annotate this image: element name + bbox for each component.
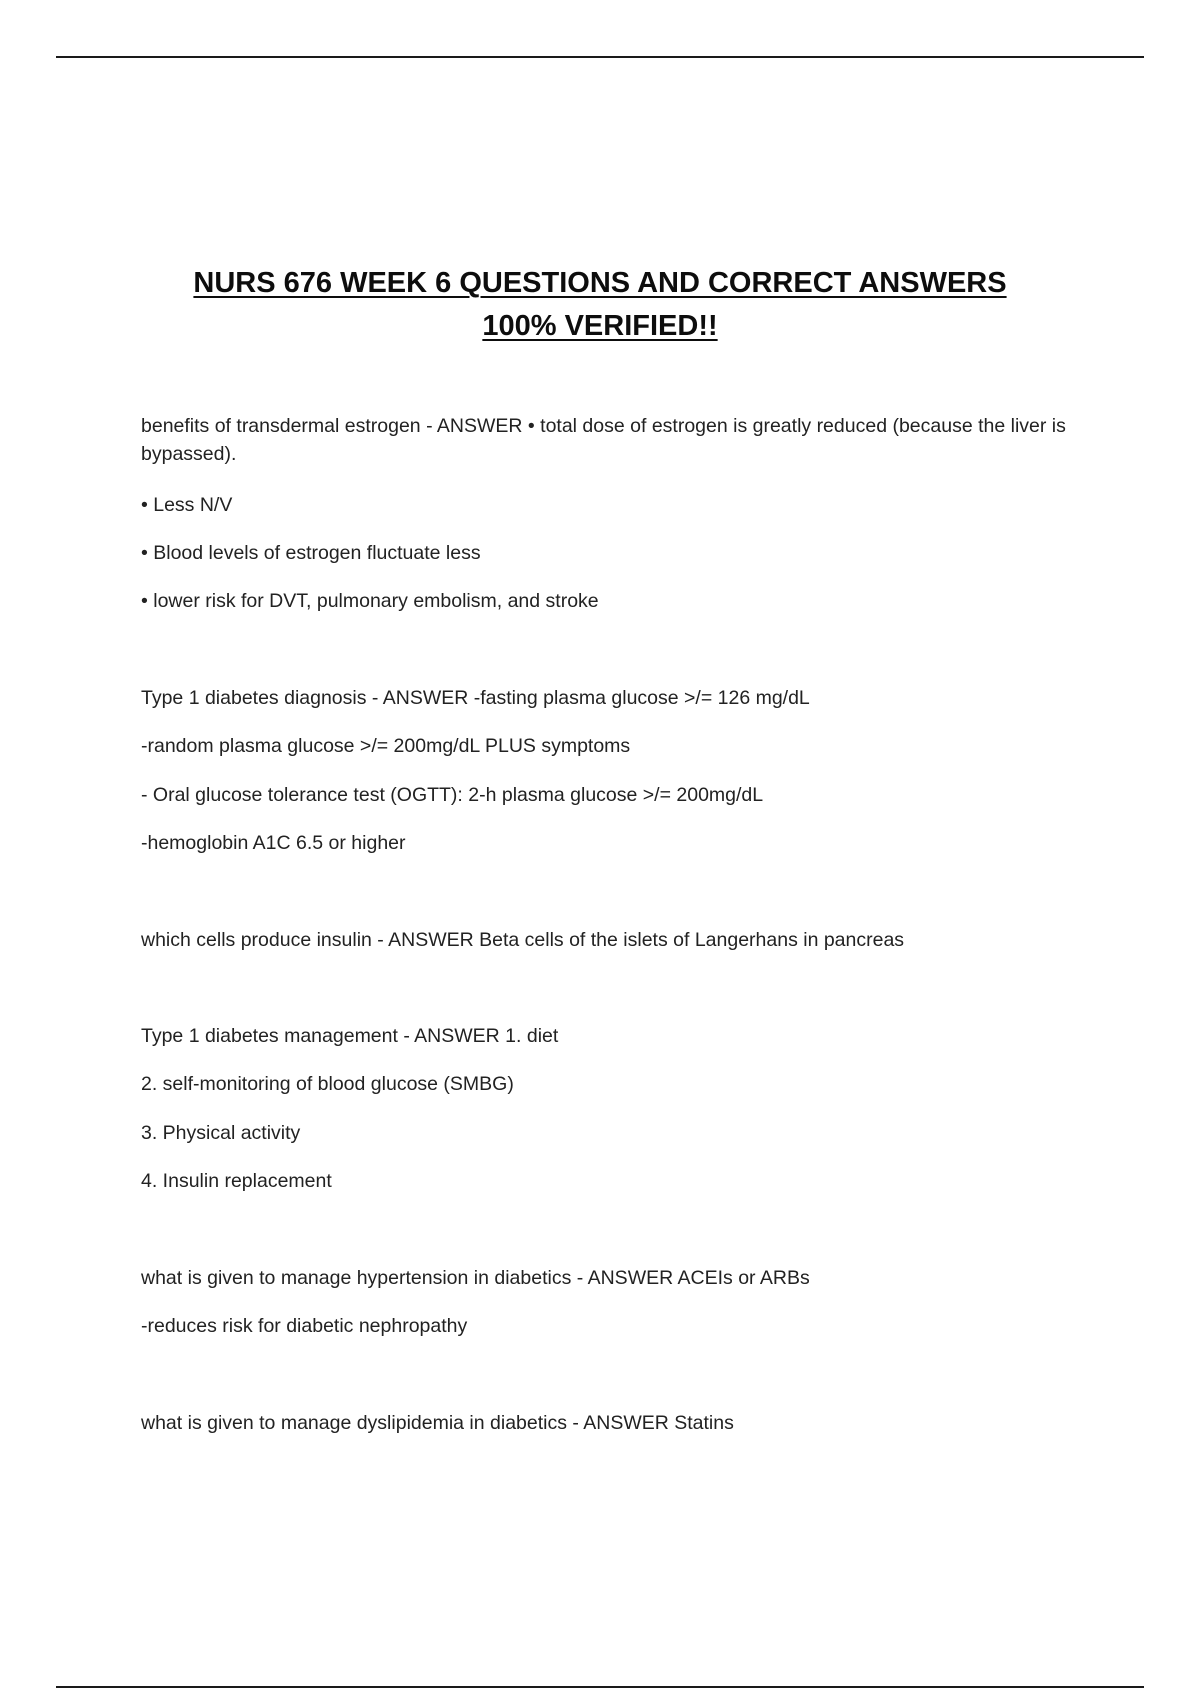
qa-1-line-2: • Less N/V: [141, 494, 233, 516]
qa-2-line-3: - Oral glucose tolerance test (OGTT): 2-h plasma glucose >/= 200mg/dL: [141, 784, 764, 806]
top-rule: [56, 56, 1144, 58]
qa-2-line-4: -hemoglobin A1C 6.5 or higher: [141, 832, 406, 854]
bottom-rule: [56, 1686, 1144, 1688]
title-line-1: NURS 676 WEEK 6 QUESTIONS AND CORRECT ANSWERS: [193, 267, 1007, 299]
qa-4-line-4: 4. Insulin replacement: [141, 1170, 332, 1192]
qa-1-line-4: • lower risk for DVT, pulmonary embolism, and stroke: [141, 590, 599, 612]
qa-4-line-3: 3. Physical activity: [141, 1122, 301, 1144]
qa-5-line-2: -reduces risk for diabetic nephropathy: [141, 1315, 468, 1337]
qa-4-line-2: 2. self-monitoring of blood glucose (SMBG): [141, 1073, 514, 1095]
qa-6-line-1: what is given to manage dyslipidemia in diabetics - ANSWER Statins: [141, 1412, 734, 1434]
qa-4-line-1: Type 1 diabetes management - ANSWER 1. diet: [141, 1025, 559, 1047]
document-title: [130, 262, 1070, 348]
qa-2-line-1: Type 1 diabetes diagnosis - ANSWER -fasting plasma glucose >/= 126 mg/dL: [141, 687, 810, 709]
qa-1-line-1: benefits of transdermal estrogen - ANSWER • total dose of estrogen is greatly reduced (because the liver is bypassed).: [141, 415, 1066, 465]
title-line-2: 100% VERIFIED!!: [482, 310, 718, 342]
qa-3-line-1: which cells produce insulin - ANSWER Beta cells of the islets of Langerhans in pancreas: [141, 929, 905, 951]
qa-2-line-2: -random plasma glucose >/= 200mg/dL PLUS symptoms: [141, 735, 631, 757]
qa-1-line-3: • Blood levels of estrogen fluctuate less: [141, 542, 481, 564]
qa-5-line-1: what is given to manage hypertension in diabetics - ANSWER ACEIs or ARBs: [141, 1267, 810, 1289]
